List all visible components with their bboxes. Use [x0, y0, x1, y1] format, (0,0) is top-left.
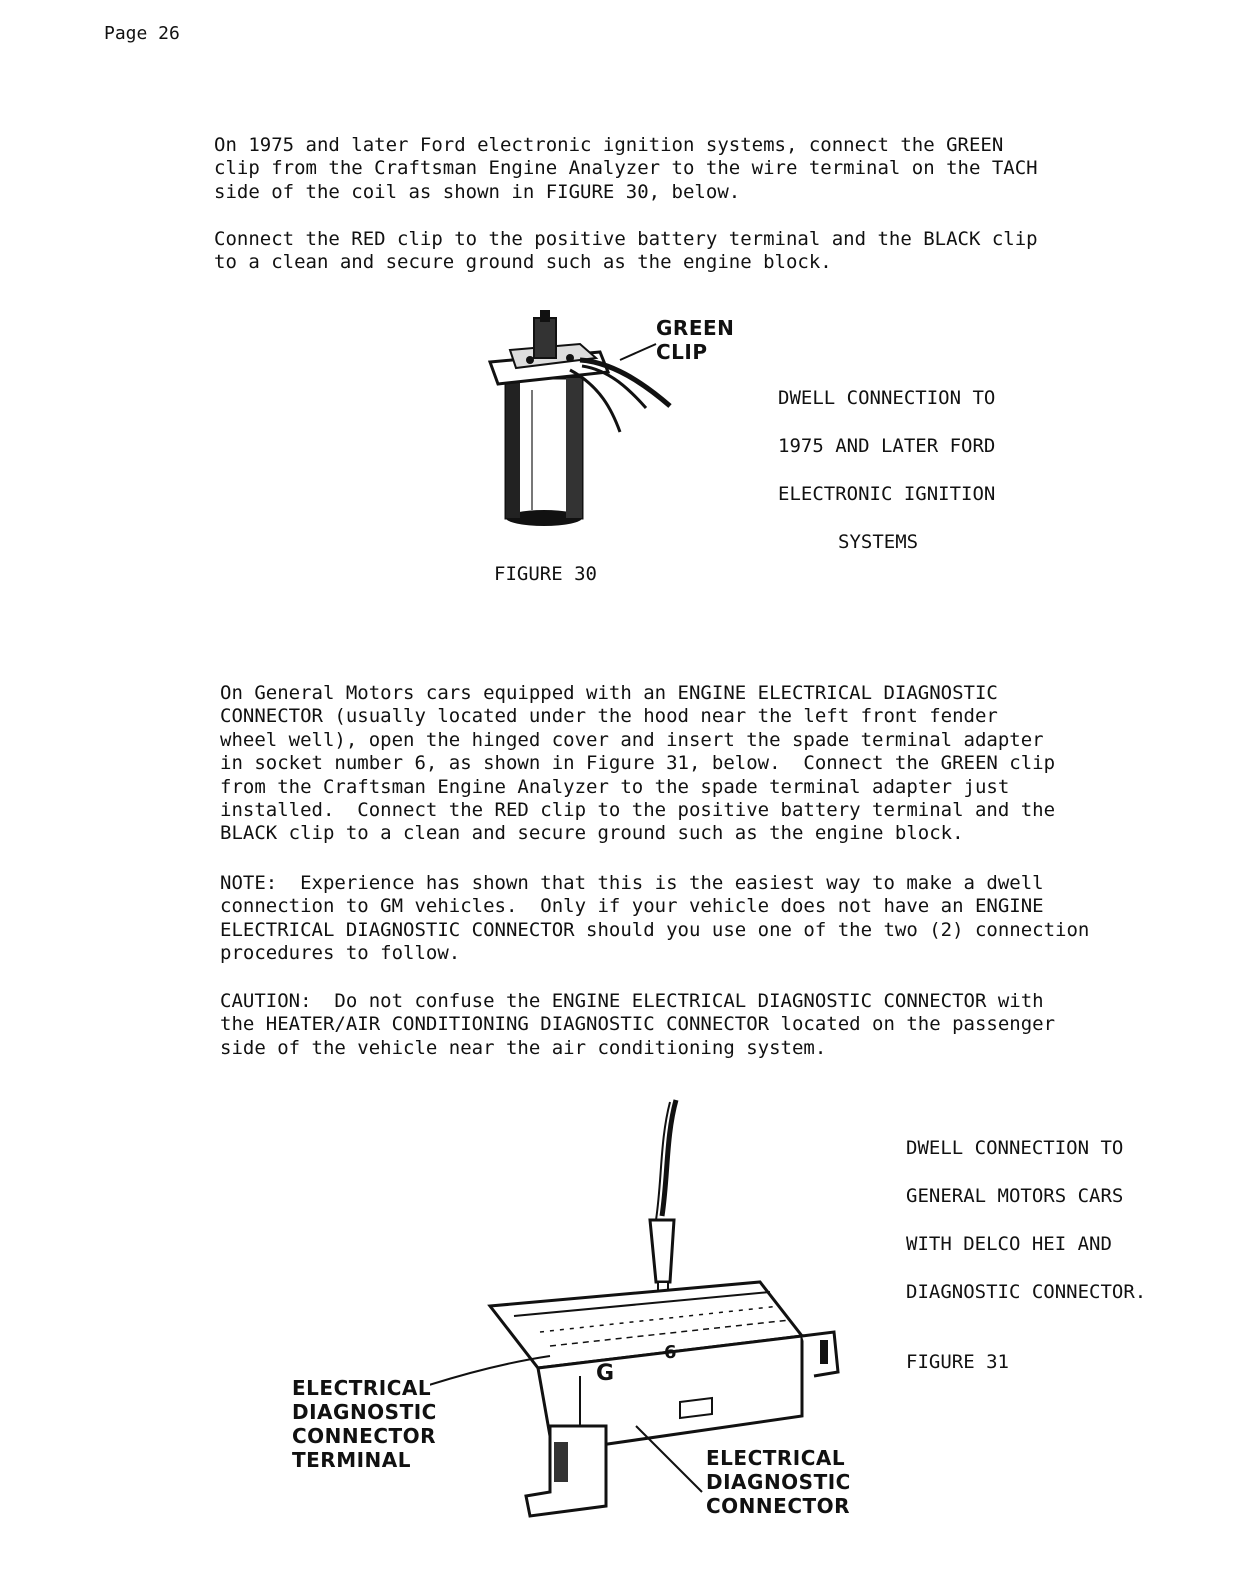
- page-number: Page 26: [104, 23, 180, 44]
- gm-paragraph: [220, 682, 1055, 846]
- caption-line: DWELL CONNECTION TO: [906, 1137, 1124, 1159]
- callout-line: DIAGNOSTIC: [706, 1470, 851, 1494]
- text-line: ELECTRICAL DIAGNOSTIC CONNECTOR should you use one of the two (2) connection: [220, 918, 1090, 941]
- text-line: clip from the Craftsman Engine Analyzer to the wire terminal on the TACH: [214, 157, 1038, 180]
- intro-paragraph-1: [214, 134, 1038, 204]
- text-line: CONNECTOR (usually located under the hood near the left front fender: [220, 705, 998, 728]
- figure-30-caption: [778, 386, 1038, 578]
- text-line: On General Motors cars equipped with an ENGINE ELECTRICAL DIAGNOSTIC: [220, 682, 998, 704]
- callout-line: DIAGNOSTIC: [292, 1400, 437, 1424]
- text-line: side of the coil as shown in FIGURE 30, below.: [214, 180, 741, 203]
- text-line: On 1975 and later Ford electronic ignition systems, connect the GREEN: [214, 134, 1004, 156]
- text-line: wheel well), open the hinged cover and insert the spade terminal adapter: [220, 728, 1044, 751]
- text-line: to a clean and secure ground such as the engine block.: [214, 251, 832, 274]
- callout-line: CONNECTOR: [706, 1494, 851, 1518]
- caption-line: SYSTEMS: [838, 531, 919, 553]
- note-paragraph: [220, 872, 1089, 966]
- callout-line: TERMINAL: [292, 1448, 412, 1472]
- callout-line: ELECTRICAL: [706, 1446, 846, 1470]
- socket-number: 6: [664, 1342, 677, 1363]
- callout-line: CLIP: [656, 340, 708, 364]
- text-line: CAUTION: Do not confuse the ENGINE ELECTRICAL DIAGNOSTIC CONNECTOR with: [220, 990, 1044, 1012]
- figure-31-caption: [906, 1136, 1206, 1328]
- right-callout: [706, 1446, 851, 1518]
- caption-line: WITH DELCO HEI AND: [906, 1233, 1112, 1255]
- green-clip-callout: [656, 316, 734, 364]
- caption-line: DWELL CONNECTION TO: [778, 387, 996, 409]
- text-line: connection to GM vehicles. Only if your vehicle does not have an ENGINE: [220, 895, 1044, 918]
- text-line: Connect the RED clip to the positive battery terminal and the BLACK clip: [214, 228, 1038, 250]
- caption-line: ELECTRONIC IGNITION: [778, 483, 996, 505]
- text-line: from the Craftsman Engine Analyzer to the spade terminal adapter just: [220, 775, 1010, 798]
- text-line: side of the vehicle near the air conditioning system.: [220, 1036, 827, 1059]
- text-line: NOTE: Experience has shown that this is the easiest way to make a dwell: [220, 872, 1044, 894]
- caution-paragraph: [220, 990, 1055, 1060]
- text-line: BLACK clip to a clean and secure ground such as the engine block.: [220, 822, 964, 845]
- callout-line: ELECTRICAL: [292, 1376, 432, 1400]
- caption-line: GENERAL MOTORS CARS: [906, 1185, 1124, 1207]
- figure-31-label: FIGURE 31: [906, 1351, 1009, 1373]
- figure-30-label: FIGURE 30: [494, 563, 597, 585]
- left-callout: [292, 1376, 437, 1472]
- text-line: installed. Connect the RED clip to the positive battery terminal and the: [220, 799, 1056, 822]
- text-line: procedures to follow.: [220, 942, 461, 965]
- caption-line: DIAGNOSTIC CONNECTOR.: [906, 1281, 1147, 1303]
- text-line: the HEATER/AIR CONDITIONING DIAGNOSTIC CONNECTOR located on the passenger: [220, 1013, 1056, 1036]
- caption-line: 1975 AND LATER FORD: [778, 435, 996, 457]
- callout-line: GREEN: [656, 316, 735, 340]
- socket-letter: G: [596, 1361, 615, 1386]
- intro-paragraph-2: [214, 228, 1038, 275]
- callout-line: CONNECTOR: [292, 1424, 437, 1448]
- text-line: in socket number 6, as shown in Figure 31, below. Connect the GREEN clip: [220, 752, 1056, 775]
